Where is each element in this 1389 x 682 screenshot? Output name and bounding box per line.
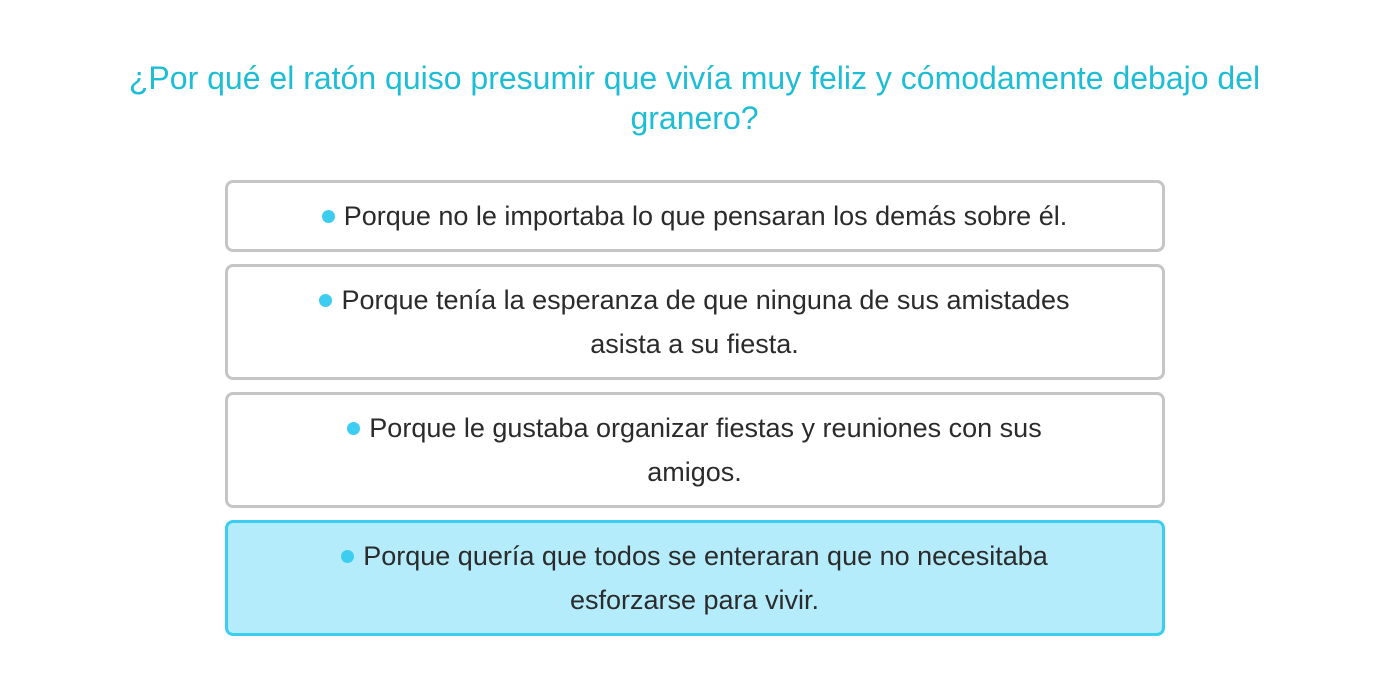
bullet-icon (322, 210, 335, 223)
bullet-icon (319, 294, 332, 307)
answer-option-text: Porque quería que todos se enteraran que no necesitaba esforzarse para vivir. (363, 541, 1048, 615)
bullet-icon (347, 422, 360, 435)
answer-option-text: Porque le gustaba organizar fiestas y reuniones con sus amigos. (369, 413, 1042, 487)
question-title: ¿Por qué el ratón quiso presumir que vivía muy feliz y cómodamente debajo del granero? (128, 60, 1261, 136)
answer-option-4[interactable] (225, 520, 1165, 636)
answer-option-text: Porque no le importaba lo que pensaran los demás sobre él. (343, 201, 1068, 231)
answer-option-2[interactable] (225, 264, 1165, 380)
bullet-icon (341, 550, 354, 563)
answer-options (225, 180, 1165, 636)
answer-option-1[interactable] (225, 180, 1165, 252)
answer-option-text: Porque tenía la esperanza de que ninguna de sus amistades asista a su fiesta. (341, 285, 1070, 359)
answer-option-3[interactable] (225, 392, 1165, 508)
